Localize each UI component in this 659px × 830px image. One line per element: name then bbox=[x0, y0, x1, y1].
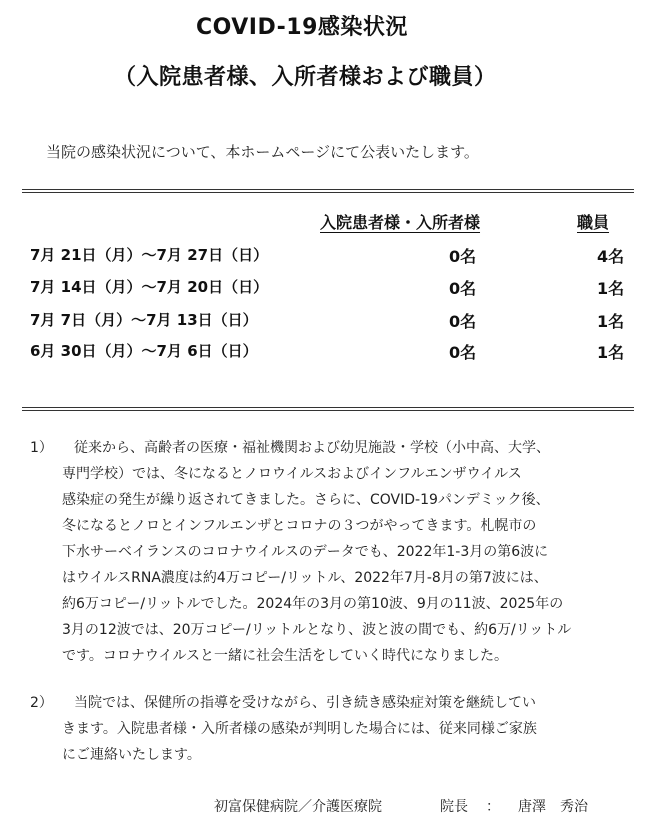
row-patients-count: 0名 bbox=[449, 247, 477, 266]
signature-org: 初富保健病院／介護医療院 bbox=[214, 799, 382, 815]
header-staff: 職員 bbox=[577, 213, 610, 232]
signature-name: 唐澤 秀治 bbox=[518, 799, 588, 815]
note-1-line: 冬になるとノロとインフルエンザとコロナの３つがやってきます。札幌市の bbox=[62, 518, 537, 534]
intro-text: 当院の感染状況について、本ホームページにて公表いたします。 bbox=[46, 143, 479, 161]
row-staff-count: 1名 bbox=[597, 343, 625, 362]
signature-role: 院長 bbox=[440, 799, 468, 815]
row-period: 7月 21日（月）～7月 27日（日） bbox=[30, 246, 269, 264]
page-title-line2: （入院患者様、入所者様および職員） bbox=[114, 65, 497, 90]
row-staff-count: 1名 bbox=[597, 279, 625, 298]
page-title-line1: COVID-19感染状況 bbox=[196, 15, 408, 40]
note-1-line: 従来から、高齢者の医療・福祉機関および幼児施設・学校（小中高、大学、 bbox=[74, 440, 550, 456]
note-2-line: 当院では、保健所の指導を受けながら、引き続き感染症対策を継続してい bbox=[74, 695, 536, 711]
note-2-label: 2） bbox=[30, 695, 53, 711]
divider-bottom-1 bbox=[22, 407, 634, 408]
header-patients: 入院患者様・入所者様 bbox=[320, 213, 481, 232]
note-1-label: 1） bbox=[30, 440, 53, 456]
note-1-line: 下水サーベイランスのコロナウイルスのデータでも、2022年1-3月の第6波に bbox=[62, 544, 549, 560]
row-patients-count: 0名 bbox=[449, 312, 477, 331]
note-1-line: 3月の12波では、20万コピー/リットルとなり、波と波の間でも、約6万/リットル bbox=[62, 622, 572, 638]
row-staff-count: 4名 bbox=[597, 247, 625, 266]
row-period: 7月 7日（月）～7月 13日（日） bbox=[30, 311, 258, 329]
row-period: 6月 30日（月）～7月 6日（日） bbox=[30, 342, 258, 360]
signature-separator: ： bbox=[486, 799, 500, 815]
row-patients-count: 0名 bbox=[449, 343, 477, 362]
note-1-line: 感染症の発生が繰り返されてきました。さらに、COVID-19パンデミック後、 bbox=[62, 492, 550, 508]
divider-top-1 bbox=[22, 189, 634, 190]
note-1-line: 約6万コピー/リットルでした。2024年の3月の第10波、9月の11波、2025年の bbox=[62, 596, 564, 612]
row-period: 7月 14日（月）～7月 20日（日） bbox=[30, 278, 269, 296]
row-patients-count: 0名 bbox=[449, 279, 477, 298]
note-2-line: にご連絡いたします。 bbox=[62, 747, 201, 763]
note-2-line: きます。入院患者様・入所者様の感染が判明した場合には、従来同様ご家族 bbox=[62, 721, 537, 737]
note-1-line: はウイルスRNA濃度は約4万コピー/リットル、2022年7月-8月の第7波には、 bbox=[62, 570, 548, 586]
divider-bottom-2 bbox=[22, 410, 634, 411]
divider-top-2 bbox=[22, 192, 634, 193]
note-1-line: です。コロナウイルスと一緒に社会生活をしていく時代になりました。 bbox=[62, 648, 509, 664]
row-staff-count: 1名 bbox=[597, 312, 625, 331]
note-1-line: 専門学校）では、冬になるとノロウイルスおよびインフルエンザウイルス bbox=[62, 466, 522, 482]
